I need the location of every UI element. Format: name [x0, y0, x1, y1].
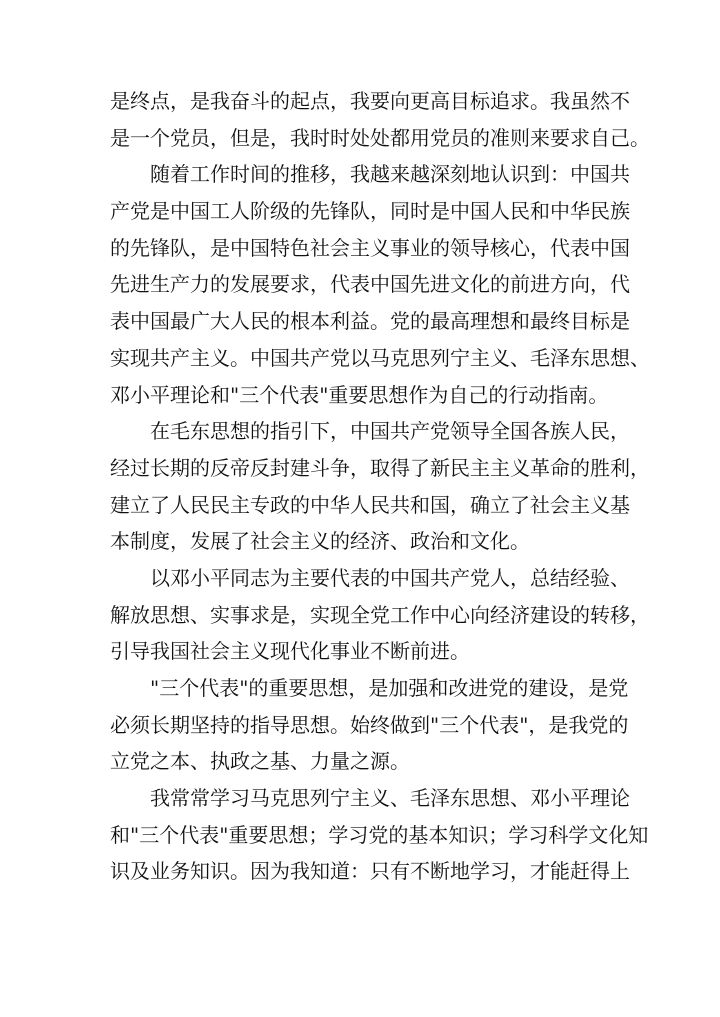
- text-line: 表中国最广大人民的根本利益。党的最高理想和最终目标是: [110, 309, 630, 334]
- text-line: 经过长期的反帝反封建斗争，取得了新民主主义革命的胜利，: [110, 455, 650, 480]
- text-line: 立党之本、执政之基、力量之源。: [110, 749, 410, 774]
- document-body: [110, 89, 650, 898]
- text-line: 邓小平理论和"三个代表"重要思想作为自己的行动指南。: [110, 382, 609, 407]
- text-line: 识及业务知识。因为我知道：只有不断地学习，才能赶得上: [110, 859, 630, 884]
- text-line: 以邓小平同志为主要代表的中国共产党人，总结经验、: [150, 565, 630, 590]
- text-line: 和"三个代表"重要思想；学习党的基本知识；学习科学文化知: [110, 822, 649, 847]
- text-line: 先进生产力的发展要求，代表中国先进文化的前进方向，代: [110, 272, 630, 297]
- text-line: "三个代表"的重要思想，是加强和改进党的建设，是党: [150, 676, 629, 700]
- text-line: 随着工作时间的推移，我越来越深刻地认识到：中国共: [150, 162, 630, 187]
- text-line: 是一个党员，但是，我时时处处都用党员的准则来要求自己。: [110, 125, 650, 150]
- text-line: 建立了人民民主专政的中华人民共和国，确立了社会主义基: [110, 492, 630, 517]
- text-line: 解放思想、实事求是，实现全党工作中心向经济建设的转移，: [110, 602, 650, 627]
- text-line: 是终点，是我奋斗的起点，我要向更高目标追求。我虽然不: [110, 89, 630, 113]
- text-line: 在毛东思想的指引下，中国共产党领导全国各族人民，: [150, 419, 630, 444]
- text-line: 产党是中国工人阶级的先锋队，同时是中国人民和中华民族: [110, 199, 630, 224]
- text-line: 必须长期坚持的指导思想。始终做到"三个代表"，是我党的: [110, 712, 629, 737]
- text-line: 本制度，发展了社会主义的经济、政治和文化。: [110, 529, 530, 554]
- text-line: 的先锋队，是中国特色社会主义事业的领导核心，代表中国: [110, 235, 630, 260]
- text-line: 实现共产主义。中国共产党以马克思列宁主义、毛泽东思想、: [110, 345, 650, 370]
- text-line: 引导我国社会主义现代化事业不断前进。: [110, 639, 470, 664]
- text-line: 我常常学习马克思列宁主义、毛泽东思想、邓小平理论: [150, 786, 630, 811]
